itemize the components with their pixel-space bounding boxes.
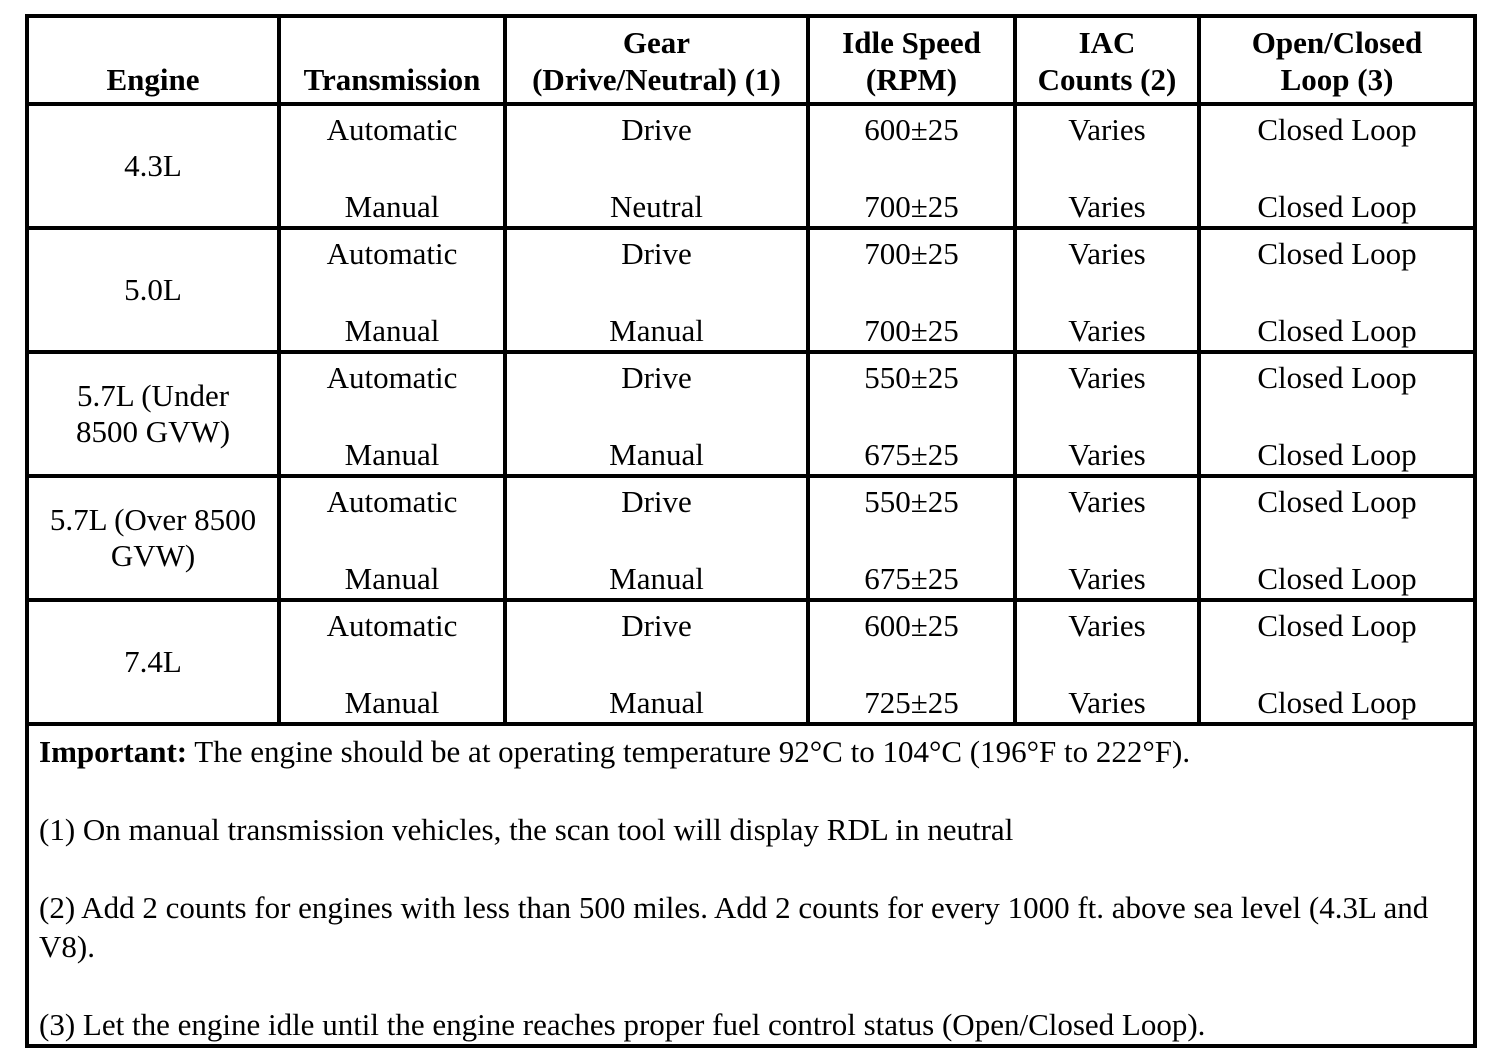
gear-manual-value: Neutral [610, 189, 703, 224]
table-row [27, 352, 1475, 476]
gear-cell [505, 600, 808, 724]
transmission-cell [279, 228, 505, 352]
iac-counts-manual-value: Varies [1068, 561, 1146, 596]
idle-speed-manual-value: 675±25 [864, 561, 959, 596]
table-row [27, 104, 1475, 228]
engine-label: 5.7L (Over 8500 [49, 502, 257, 537]
header-iac-counts: IAC Counts (2) [1015, 16, 1199, 104]
transmission-cell [279, 476, 505, 600]
important-label: Important: [39, 734, 188, 769]
idle-speed-manual-value: 675±25 [864, 437, 959, 472]
table-row [27, 228, 1475, 352]
header-row [27, 16, 1475, 104]
gear-automatic-value: Drive [621, 236, 692, 271]
footnote-2: (2) Add 2 counts for engines with less than 500 miles. Add 2 counts for every 1000 ft. above sea level (4.3L and V8). [39, 890, 1429, 964]
idle-speed-cell [808, 104, 1015, 228]
table-row [27, 476, 1475, 600]
gear-automatic-value: Drive [621, 608, 692, 643]
gear-cell [505, 104, 808, 228]
table-body [27, 104, 1475, 724]
gear-cell [505, 476, 808, 600]
engine-label: 7.4L [124, 644, 182, 679]
idle-speed-automatic-value: 700±25 [864, 236, 959, 271]
transmission-manual-value: Manual [344, 437, 440, 472]
gear-cell [505, 352, 808, 476]
idle-speed-manual-value: 700±25 [864, 189, 959, 224]
engine-cell [27, 600, 279, 724]
gear-automatic-value: Drive [621, 360, 692, 395]
important-note [39, 732, 1463, 771]
engine-cell [27, 476, 279, 600]
idle-speed-cell [808, 476, 1015, 600]
iac-counts-manual-value: Varies [1068, 437, 1146, 472]
gear-manual-value: Manual [609, 313, 704, 348]
iac-counts-cell [1015, 228, 1199, 352]
gear-automatic-value: Drive [621, 112, 692, 147]
footnote-3: (3) Let the engine idle until the engine reaches proper fuel control status (Open/Closed Loop). [39, 1007, 1206, 1042]
header-open-closed-loop: Open/Closed Loop (3) [1199, 16, 1475, 104]
iac-counts-manual-value: Varies [1068, 313, 1146, 348]
loop-status-manual-value: Closed Loop [1257, 313, 1417, 348]
transmission-manual-value: Manual [344, 189, 440, 224]
engine-label: 4.3L [124, 148, 182, 183]
table-row [27, 600, 1475, 724]
iac-counts-cell [1015, 352, 1199, 476]
transmission-automatic-value: Automatic [326, 608, 458, 643]
engine-label: 8500 GVW) [75, 414, 231, 449]
iac-counts-automatic-value: Varies [1068, 112, 1146, 147]
gear-automatic-value: Drive [621, 484, 692, 519]
engine-label: GVW) [110, 538, 196, 573]
engine-cell [27, 352, 279, 476]
idle-speed-automatic-value: 550±25 [864, 360, 959, 395]
iac-counts-cell [1015, 104, 1199, 228]
transmission-automatic-value: Automatic [326, 360, 458, 395]
transmission-automatic-value: Automatic [326, 484, 458, 519]
notes-cell [27, 724, 1475, 1046]
iac-counts-manual-value: Varies [1068, 685, 1146, 720]
transmission-cell [279, 600, 505, 724]
loop-status-cell [1199, 104, 1475, 228]
footnote-1: (1) On manual transmission vehicles, the scan tool will display RDL in neutral [39, 812, 1014, 847]
idle-speed-automatic-value: 600±25 [864, 608, 959, 643]
iac-counts-manual-value: Varies [1068, 189, 1146, 224]
loop-status-manual-value: Closed Loop [1257, 189, 1417, 224]
iac-counts-cell [1015, 476, 1199, 600]
idle-speed-automatic-value: 600±25 [864, 112, 959, 147]
transmission-automatic-value: Automatic [326, 112, 458, 147]
loop-status-cell [1199, 600, 1475, 724]
iac-counts-automatic-value: Varies [1068, 608, 1146, 643]
iac-counts-automatic-value: Varies [1068, 484, 1146, 519]
iac-counts-cell [1015, 600, 1199, 724]
loop-status-automatic-value: Closed Loop [1257, 112, 1417, 147]
engine-label: 5.0L [124, 272, 182, 307]
transmission-automatic-value: Automatic [326, 236, 458, 271]
gear-manual-value: Manual [609, 437, 704, 472]
loop-status-manual-value: Closed Loop [1257, 561, 1417, 596]
header-engine: Engine [27, 16, 279, 104]
idle-speed-manual-value: 725±25 [864, 685, 959, 720]
loop-status-automatic-value: Closed Loop [1257, 608, 1417, 643]
engine-cell [27, 104, 279, 228]
header-transmission: Transmission [279, 16, 505, 104]
loop-status-automatic-value: Closed Loop [1257, 236, 1417, 271]
transmission-manual-value: Manual [344, 561, 440, 596]
iac-counts-automatic-value: Varies [1068, 236, 1146, 271]
loop-status-cell [1199, 476, 1475, 600]
loop-status-manual-value: Closed Loop [1257, 437, 1417, 472]
header-gear: Gear (Drive/Neutral) (1) [505, 16, 808, 104]
idle-speed-manual-value: 700±25 [864, 313, 959, 348]
important-text: The engine should be at operating temperature 92°C to 104°C (196°F to 222°F). [187, 734, 1191, 769]
loop-status-manual-value: Closed Loop [1257, 685, 1417, 720]
loop-status-automatic-value: Closed Loop [1257, 360, 1417, 395]
idle-speed-cell [808, 352, 1015, 476]
loop-status-cell [1199, 352, 1475, 476]
engine-label: 5.7L (Under [76, 378, 230, 413]
notes-row [27, 724, 1475, 1046]
transmission-manual-value: Manual [344, 685, 440, 720]
gear-cell [505, 228, 808, 352]
idle-speed-automatic-value: 550±25 [864, 484, 959, 519]
idle-speed-spec-table [25, 14, 1477, 1048]
idle-speed-cell [808, 600, 1015, 724]
transmission-cell [279, 352, 505, 476]
idle-speed-cell [808, 228, 1015, 352]
gear-manual-value: Manual [609, 561, 704, 596]
transmission-cell [279, 104, 505, 228]
loop-status-cell [1199, 228, 1475, 352]
transmission-manual-value: Manual [344, 313, 440, 348]
header-idle-speed: Idle Speed (RPM) [808, 16, 1015, 104]
loop-status-automatic-value: Closed Loop [1257, 484, 1417, 519]
engine-cell [27, 228, 279, 352]
gear-manual-value: Manual [609, 685, 704, 720]
iac-counts-automatic-value: Varies [1068, 360, 1146, 395]
